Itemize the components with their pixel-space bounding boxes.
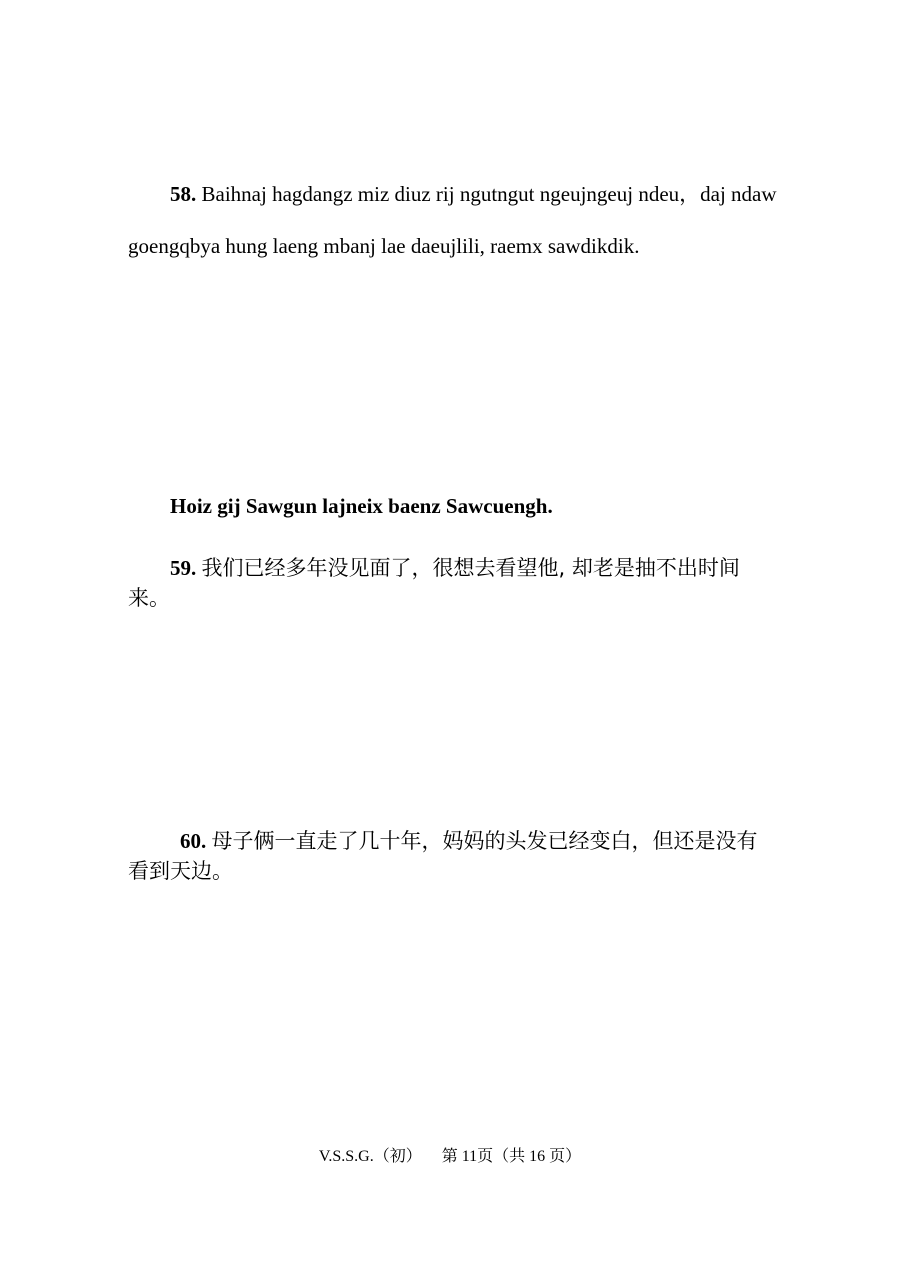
- question-text: Baihnaj hagdangz miz diuz rij ngutngut ngeujngeuj ndeu，daj ndaw goengqbya hung laeng mbanj lae daeujlili, raemx sawdikdik.: [128, 182, 777, 258]
- question-60: [128, 826, 778, 886]
- question-58: [128, 168, 778, 272]
- question-number: 60.: [180, 829, 207, 853]
- question-text: 母子俩一直走了几十年，妈妈的头发已经变白，但还是没有看到天边。: [128, 829, 758, 883]
- page-number: 第 11页（共 16 页）: [441, 1148, 582, 1165]
- question-number: 59.: [170, 556, 197, 580]
- question-number: 58.: [170, 182, 197, 206]
- page-footer: [0, 1143, 900, 1166]
- question-59: [128, 553, 778, 613]
- section-heading: Hoiz gij Sawgun lajneix baenz Sawcuengh.: [170, 494, 553, 518]
- exam-code: V.S.S.G.（初）: [318, 1148, 422, 1165]
- question-text: 我们已经多年没见面了，很想去看望他, 却老是抽不出时间来。: [128, 556, 740, 610]
